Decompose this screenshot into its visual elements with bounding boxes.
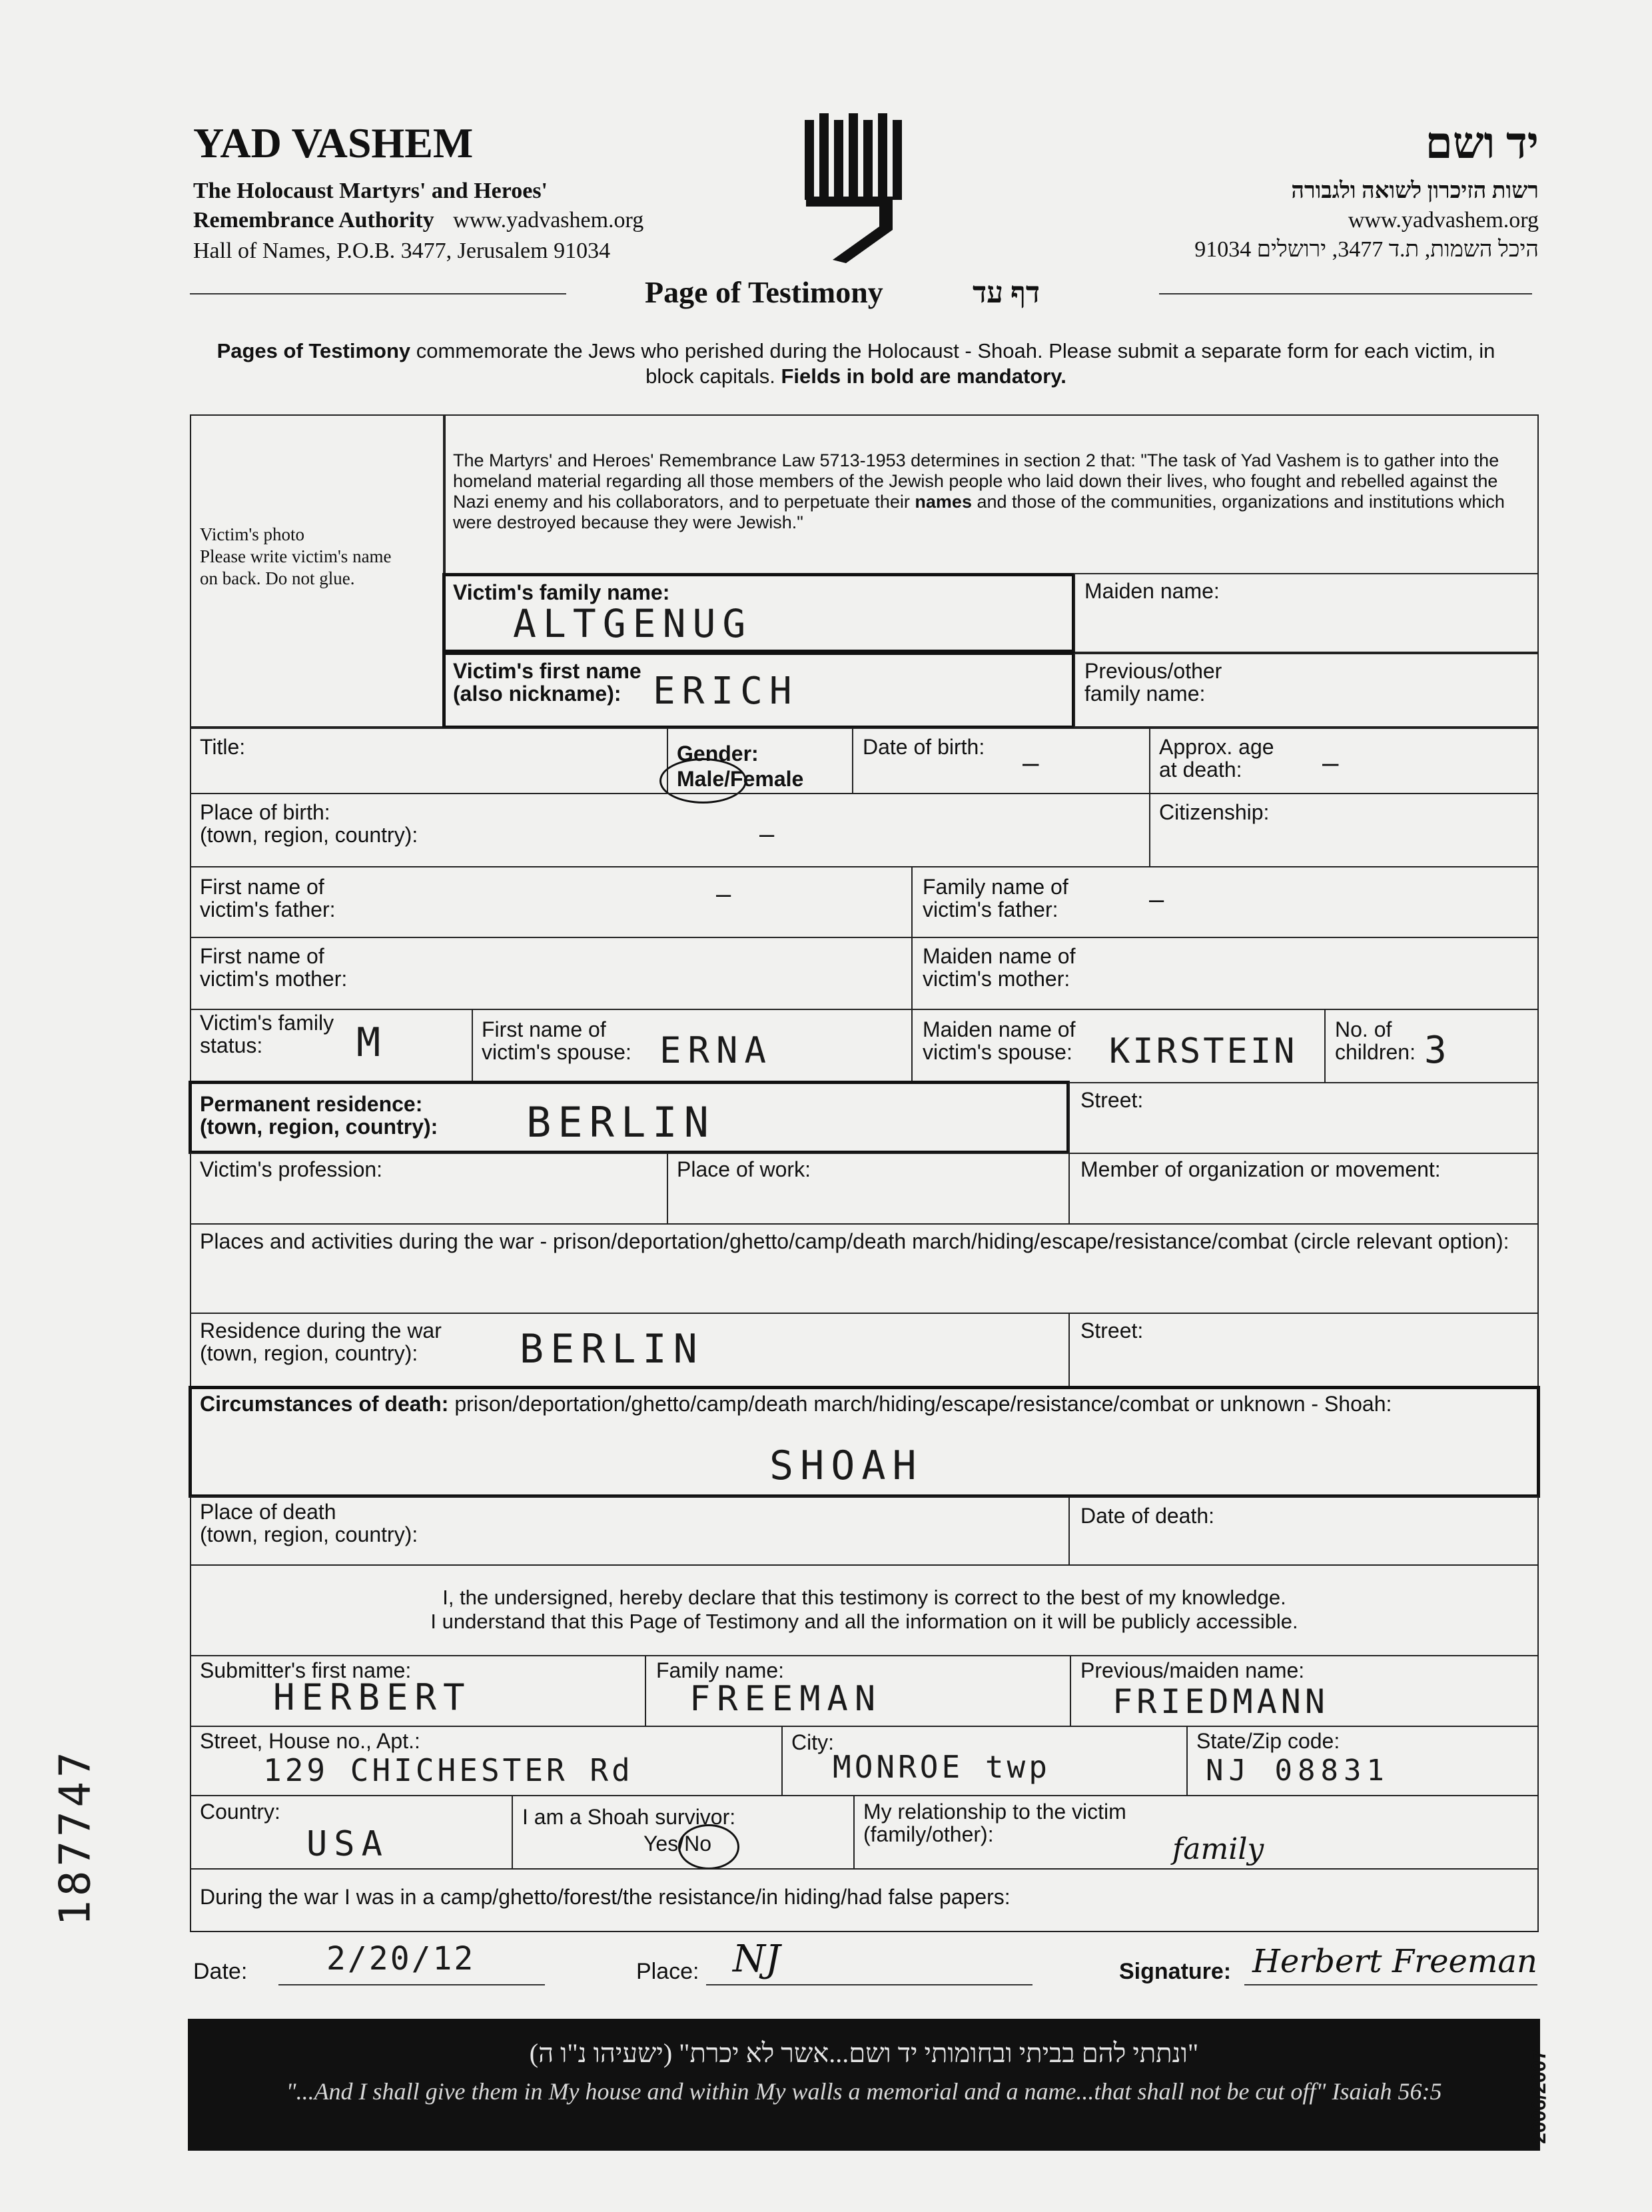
submitter-country-label: Country: — [200, 1800, 280, 1824]
first-name-value: ERICH — [653, 670, 799, 713]
workplace-label: Place of work: — [677, 1157, 811, 1181]
date-label: Date: — [193, 1959, 248, 1984]
title-label: Title: — [200, 735, 246, 759]
war-residence-value: BERLIN — [520, 1326, 704, 1373]
side-number: 187747 — [51, 1748, 101, 1926]
death-circumstances-bold: Circumstances of death: — [200, 1392, 449, 1416]
declaration-line-2: I understand that this Page of Testimony and all the information on it will be publicly accessible. — [430, 1610, 1298, 1633]
law-tail: and those of the communities, organizations and institutions which were destroyed because they were Jewish." — [453, 492, 1505, 532]
death-place-label-1: Place of death — [200, 1500, 336, 1524]
father-family-label-1: Family name of — [923, 875, 1068, 899]
spouse-first-label-1: First name of — [482, 1017, 606, 1041]
submitter-prev-label: Previous/maiden name: — [1080, 1658, 1305, 1682]
spouse-maiden-label-2: victim's spouse: — [923, 1040, 1072, 1064]
banner-english: "...And I shall give them in My house and within My walls a memorial and a name...that shall not be cut off" Isaiah 56:5 — [286, 2078, 1442, 2105]
war-places-label: Places and activities during the war - prison/deportation/ghetto/camp/death march/hiding/escape/resistance/combat (circle relevant option): — [200, 1229, 1509, 1253]
submitter-city-value: MONROE twp — [833, 1749, 1050, 1785]
family-name-label: Victim's family name: — [453, 580, 670, 604]
death-circumstances-label — [200, 1392, 1392, 1415]
submitter-state-label: State/Zip code: — [1196, 1729, 1340, 1753]
age-label-2: at death: — [1159, 758, 1242, 782]
during-war-label: During the war I was in a camp/ghetto/forest/the resistance/in hiding/had false papers: — [200, 1885, 1011, 1909]
gender-options: Male/Female — [677, 767, 804, 791]
father-first-label-2: victim's father: — [200, 897, 336, 921]
relationship-label-1: My relationship to the victim — [863, 1800, 1126, 1824]
first-name-label — [453, 660, 641, 705]
organization-label: Member of organization or movement: — [1080, 1157, 1441, 1181]
title-divider-left — [190, 293, 566, 294]
place-line — [706, 1984, 1032, 1985]
submitter-prev-value: FRIEDMANN — [1112, 1682, 1329, 1721]
org-name: YAD VASHEM — [193, 119, 474, 167]
no-circle-mark — [678, 1824, 739, 1870]
submitter-city-label: City: — [791, 1730, 834, 1754]
father-first-label-1: First name of — [200, 875, 324, 899]
signature-line — [1244, 1984, 1537, 1985]
first-name-label-1: Victim's first name — [453, 659, 641, 683]
gender-label: Gender: — [677, 742, 759, 766]
father-family-label — [923, 875, 1068, 921]
family-status-label-1: Victim's family — [200, 1011, 334, 1035]
street-label: Street: — [1080, 1088, 1144, 1112]
father-family-label-2: victim's father: — [923, 897, 1058, 921]
signature-value[interactable]: Herbert Freeman — [1252, 1943, 1537, 1980]
law-names: names — [915, 492, 972, 512]
war-residence-label — [200, 1319, 442, 1365]
submitter-street-label: Street, House no., Apt.: — [200, 1729, 420, 1753]
father-first-label — [200, 875, 335, 921]
photo-label-1: Victim's photo — [200, 524, 304, 544]
law-body: The Martyrs' and Heroes' Remembrance Law 5713-1953 determines in section 2 that: "The task of Yad Vashem is to gather into the homeland material regarding all those members of the Jewish people who laid down their lives, who fought and rebelled against the Nazi enemy and his collaborators, and to perpetuate their — [453, 450, 1499, 512]
place-value[interactable]: NJ — [733, 1937, 781, 1981]
title-field[interactable] — [190, 728, 668, 794]
hebrew-website: www.yadvashem.org — [1348, 208, 1539, 233]
children-label-2: children: — [1335, 1040, 1416, 1064]
hebrew-name: יד ושם — [1425, 119, 1539, 168]
family-status-label-2: status: — [200, 1033, 263, 1057]
org-website: www.yadvashem.org — [453, 208, 644, 233]
children-value: 3 — [1424, 1029, 1453, 1072]
org-subtitle-2-text: Remembrance Authority — [193, 208, 434, 233]
intro-text — [193, 338, 1519, 389]
mother-maiden-label-2: victim's mother: — [923, 967, 1070, 991]
previous-name-label-1: Previous/other — [1084, 659, 1222, 683]
date-value[interactable]: 2/20/12 — [326, 1940, 476, 1977]
previous-name-label-2: family name: — [1084, 682, 1206, 706]
spouse-first-value: ERNA — [659, 1029, 773, 1071]
death-circumstances-options: prison/deportation/ghetto/camp/death march/hiding/escape/resistance/combat or unknown - Shoah: — [448, 1392, 1392, 1416]
intro-body: commemorate the Jews who perished during the Holocaust - Shoah. Please submit a separate form for each victim, in block capitals. — [410, 339, 1495, 388]
death-circumstances-value: SHOAH — [769, 1442, 923, 1489]
age-label-1: Approx. age — [1159, 735, 1274, 759]
title-divider-right — [1159, 293, 1532, 294]
father-family-value: – — [1149, 885, 1164, 914]
submitter-first-value: HERBERT — [273, 1676, 472, 1718]
relationship-label — [863, 1800, 1126, 1846]
family-name-value: ALTGENUG — [513, 601, 753, 646]
date-line — [278, 1984, 545, 1985]
pob-label-1: Place of birth: — [200, 800, 330, 824]
form-title-hebrew: דף עד — [973, 276, 1040, 309]
children-label — [1335, 1018, 1416, 1063]
survivor-options: Yes/No — [643, 1832, 711, 1856]
residence-label-1: Permanent residence: — [200, 1092, 423, 1116]
photo-label-2: Please write victim's name — [200, 546, 392, 566]
hebrew-address: היכל השמות, ת.ד 3477, ירושלים 91034 — [1194, 237, 1539, 262]
mother-first-label-1: First name of — [200, 944, 324, 968]
dob-value: – — [1023, 746, 1039, 779]
spouse-maiden-label — [923, 1018, 1075, 1063]
spouse-first-label-2: victim's spouse: — [482, 1040, 631, 1064]
photo-label-3: on back. Do not glue. — [200, 568, 355, 588]
mother-maiden-label — [923, 945, 1075, 990]
declaration-text — [190, 1586, 1539, 1634]
maiden-name-label: Maiden name: — [1084, 579, 1220, 603]
death-place-label — [200, 1500, 418, 1546]
form-title: Page of Testimony — [645, 275, 883, 309]
residence-value: BERLIN — [526, 1098, 715, 1147]
war-residence-label-2: (town, region, country): — [200, 1341, 418, 1365]
first-name-label-2: (also nickname): — [453, 682, 621, 706]
signature-label: Signature: — [1119, 1959, 1232, 1984]
hebrew-subtitle: רשות הזיכרון לשואה ולגבורה — [1291, 179, 1539, 203]
intro-bold: Pages of Testimony — [216, 339, 411, 362]
spouse-maiden-value: KIRSTEIN — [1109, 1031, 1298, 1071]
org-address: Hall of Names, P.O.B. 3477, Jerusalem 91034 — [193, 239, 611, 263]
pob-value: – — [759, 820, 775, 849]
law-text — [453, 450, 1525, 533]
war-street-label: Street: — [1080, 1319, 1144, 1343]
org-subtitle: The Holocaust Martyrs' and Heroes' — [193, 179, 548, 203]
war-residence-label-1: Residence during the war — [200, 1319, 442, 1343]
father-first-value: – — [716, 879, 731, 909]
spouse-first-label — [482, 1018, 631, 1063]
relationship-label-2: (family/other): — [863, 1822, 994, 1846]
age-value: – — [1322, 746, 1339, 779]
pob-label — [200, 801, 418, 846]
submitter-state-value: NJ 08831 — [1206, 1754, 1390, 1788]
spouse-maiden-label-1: Maiden name of — [923, 1017, 1076, 1041]
mother-first-label-2: victim's mother: — [200, 967, 348, 991]
family-status-label — [200, 1011, 334, 1057]
declaration-line-1: I, the undersigned, hereby declare that this testimony is correct to the best of my knowledge. — [442, 1586, 1286, 1609]
death-place-label-2: (town, region, country): — [200, 1522, 418, 1546]
death-date-label: Date of death: — [1080, 1504, 1215, 1528]
submitter-country-value: USA — [306, 1824, 389, 1864]
submitter-first-label: Submitter's first name: — [200, 1658, 412, 1682]
residence-label — [200, 1093, 438, 1138]
form-version: 2006/2007 — [1527, 2049, 1550, 2144]
intro-mandatory: Fields in bold are mandatory. — [781, 364, 1066, 388]
residence-label-2: (town, region, country): — [200, 1115, 438, 1139]
pob-label-2: (town, region, country): — [200, 823, 418, 847]
banner-hebrew: "ונתתי להם בביתי ובחומותי יד ושם...אשר לא יכרת" (ישעיהו נ"ו ה) — [529, 2038, 1199, 2068]
previous-name-label — [1084, 660, 1222, 705]
mother-first-label — [200, 945, 347, 990]
relationship-value: family — [1172, 1832, 1264, 1866]
submitter-family-label: Family name: — [656, 1658, 785, 1682]
dob-label: Date of birth: — [863, 735, 985, 759]
photo-instructions — [200, 524, 392, 590]
profession-label: Victim's profession: — [200, 1157, 383, 1181]
survivor-label: I am a Shoah survivor: — [522, 1805, 736, 1829]
place-label: Place: — [636, 1959, 699, 1984]
family-status-value: M — [356, 1019, 388, 1066]
children-label-1: No. of — [1335, 1017, 1392, 1041]
submitter-street-value: 129 CHICHESTER Rd — [263, 1752, 633, 1788]
age-label — [1159, 736, 1274, 781]
org-subtitle-2 — [193, 208, 643, 233]
citizenship-label: Citizenship: — [1159, 800, 1270, 824]
submitter-family-value: FREEMAN — [689, 1679, 883, 1719]
yad-vashem-logo-icon — [799, 107, 906, 267]
mother-maiden-label-1: Maiden name of — [923, 944, 1076, 968]
